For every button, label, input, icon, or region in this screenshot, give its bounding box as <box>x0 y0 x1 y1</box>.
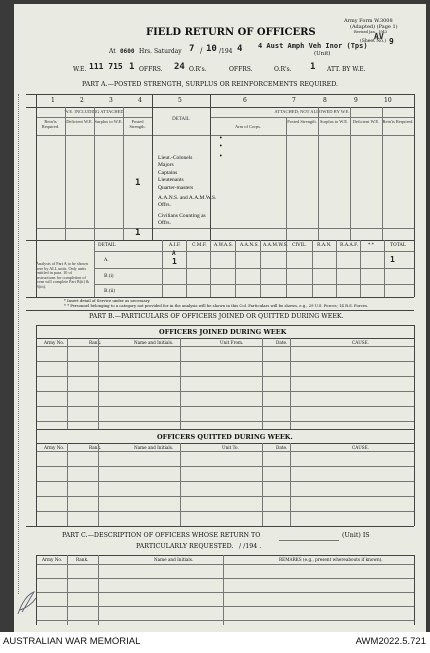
head-surplus: Surplus to W.E. <box>94 119 123 124</box>
part-c-col-head: Name and Initials. <box>154 557 194 562</box>
quitted-col-head: Unit To. <box>222 445 239 450</box>
col-number: 2 <box>80 97 84 104</box>
footer-bar <box>0 632 430 653</box>
form-page <box>14 4 426 632</box>
offrs-label-2: OFFRS. <box>229 66 253 73</box>
head-arm-corps: Arm of Corps. <box>234 124 262 129</box>
analysis-col: A.A.M.W.S. <box>263 243 289 248</box>
stamp-av: AV <box>374 32 384 41</box>
unit-label: (Unit) <box>314 51 331 57</box>
rank-label: A.A.N.S. and A.A.M.W.S. Offrs. <box>158 195 217 209</box>
analysis-col: CIVIL. <box>292 243 307 248</box>
analysis-col: A.W.A.S. <box>214 243 233 248</box>
rank-list <box>158 155 218 228</box>
att-label: ATT. BY W.E. <box>327 66 366 73</box>
head-reints: Rein'ts Required. <box>41 119 60 129</box>
joined-col-head: Date. <box>276 340 288 345</box>
part-b-title: PART B.—PARTICULARS OF OFFICERS JOINED OR QUITTED DURING WEEK. <box>89 313 344 320</box>
at-label: At <box>109 48 116 55</box>
joined-col-head: Army No. <box>44 340 65 345</box>
hours-value: 0600 <box>120 48 135 55</box>
analysis-col: R.A.A.F. <box>340 243 359 248</box>
analysis-note: Analysis of Part A to be shown here by ALL units. Only units entitled in para. 10 of instructions for completion of form will complete Part B(ii) & B(iii). <box>36 261 90 290</box>
part-c-col-head: Army No. <box>42 557 63 562</box>
rank-label: Majors <box>158 162 174 169</box>
army-form-revised: Revised Jan., 1943 <box>354 30 388 34</box>
joined-title: OFFICERS JOINED DURING WEEK <box>159 328 287 336</box>
col-number: 9 <box>354 97 358 104</box>
part-a-title: PART A.—POSTED STRENGTH, SURPLUS OR REINFORCEMENTS REQUIRED. <box>82 81 339 88</box>
quitted-title: OFFICERS QUITTED DURING WEEK. <box>157 433 293 441</box>
analysis-row-label: B.(ii) <box>104 289 116 294</box>
part-c-col-head: Rank. <box>76 557 89 562</box>
rank-label: Civilians Counting as Offrs. <box>158 212 206 227</box>
rank-label: Captains <box>158 169 178 176</box>
analysis-col: R.A.N. <box>317 243 332 248</box>
analysis-detail-label: DETAIL <box>98 243 116 248</box>
head-reints-right: Rein'ts Required. <box>382 119 414 124</box>
joined-col-head: Name and Initials. <box>134 340 174 345</box>
month-value: 10 <box>206 44 217 54</box>
footer-accession: AWM2022.5.721 <box>355 636 426 647</box>
head-deficient-right: Deficient W.E. <box>352 119 380 124</box>
part-c-line2: PARTICULARLY REQUESTED. <box>136 543 234 550</box>
footnote-2: * * Personnel belonging to a category not provided for in the analysis will be shown in this Col. Particulars will be shown, e.g., 29 U.S. Forces; 14 R.S. Forces. <box>64 303 369 308</box>
army-form-adapted: (Adapted) (Page 1) <box>350 24 398 30</box>
group-left-header: W.E. INCLUDING ATTACHED <box>64 109 124 114</box>
analysis-total-value: 1 <box>390 255 395 264</box>
army-form-number: Army Form W.3008 <box>344 18 393 24</box>
col-number: 7 <box>292 97 296 104</box>
analysis-row-label: A. <box>104 258 109 263</box>
joined-col-head: Rank. <box>89 340 102 345</box>
col-number: 10 <box>384 97 392 104</box>
col-number: 8 <box>323 97 327 104</box>
rank-label: Lieut.-Colonels <box>158 155 193 161</box>
we-value: 111 715 <box>89 62 123 71</box>
unit-name: 4 Aust Amph Veh Inor (Tps) <box>258 42 368 50</box>
group-right-header: ATTACHED; NOT ALLOWED BY W.E. <box>274 109 350 114</box>
rank-label: Quarter-masters <box>158 184 194 191</box>
part-c-col-head: REMARKS (e.g., present whereabouts if known). <box>279 557 383 562</box>
col-number: 5 <box>178 97 182 104</box>
form-title: FIELD RETURN OF OFFICERS <box>146 27 316 38</box>
col-number: 6 <box>243 97 247 104</box>
bullet-mark: • <box>219 143 223 150</box>
year-prefix: /194 <box>219 48 233 55</box>
analysis-col: A.A.N.S. <box>240 243 259 248</box>
hours-label: Hrs. Saturday <box>139 48 182 55</box>
date-slash: / <box>200 47 203 55</box>
joined-col-head: Unit From. <box>220 340 244 345</box>
quitted-col-head: CAUSE. <box>352 445 370 450</box>
total-value: 1 <box>135 228 141 238</box>
stamp-number: 9 <box>389 37 394 46</box>
army-form-sheet: (Sheet No.) <box>360 39 387 44</box>
quitted-col-head: Army No. <box>44 445 65 450</box>
pencil-scribble-icon <box>14 588 42 618</box>
offrs-label-1: OFFRS. <box>139 66 163 73</box>
part-c-title: PART C.—DESCRIPTION OF OFFICERS WHOSE RETURN TO <box>62 532 261 539</box>
ors-label-2: O.R's. <box>274 66 292 73</box>
footnote-1: * Insert detail of Service under as necessary. <box>64 298 151 303</box>
joined-col-head: CAUSE. <box>352 340 370 345</box>
year-digit: 4 <box>237 44 243 54</box>
att-value: 1 <box>310 62 316 72</box>
posted-strength-value: 1 <box>135 178 141 188</box>
quitted-col-head: Name and Initials. <box>134 445 174 450</box>
analysis-col: * * <box>368 243 374 248</box>
head-posted: Posted Strength. <box>129 119 146 129</box>
offrs-value-1: 1 <box>129 62 135 72</box>
bullet-mark: • <box>219 153 223 160</box>
bullet-mark: • <box>219 135 223 142</box>
ors-value-1: 24 <box>174 62 185 72</box>
analysis-aif-value: 1 <box>172 257 177 266</box>
part-c-date: / /194 . <box>239 543 262 550</box>
we-label: W.E. <box>73 66 87 73</box>
rank-label: Lieutenants <box>158 177 184 184</box>
quitted-col-head: Date. <box>276 445 288 450</box>
analysis-col: C.M.F. <box>192 243 207 248</box>
part-c-unit-label: (Unit) IS <box>342 532 370 539</box>
head-deficient: Deficient W.E. <box>66 119 93 124</box>
col-number: 1 <box>51 97 55 104</box>
head-posted-right: Posted Strength. <box>287 119 317 124</box>
head-surplus-right: Surplus to W.E. <box>319 119 349 124</box>
col-number: 3 <box>109 97 113 104</box>
ors-label-1: O.R's. <box>189 66 207 73</box>
footer-source: AUSTRALIAN WAR MEMORIAL <box>3 636 141 647</box>
head-detail: DETAIL <box>172 117 190 122</box>
analysis-aif-mark: A <box>172 250 176 257</box>
day-value: 7 <box>189 44 195 54</box>
quitted-col-head: Rank. <box>89 445 102 450</box>
analysis-row-label: B.(i) <box>104 274 114 279</box>
analysis-col: A.I.F. <box>169 243 181 248</box>
analysis-col: TOTAL <box>390 243 406 248</box>
col-number: 4 <box>138 97 142 104</box>
